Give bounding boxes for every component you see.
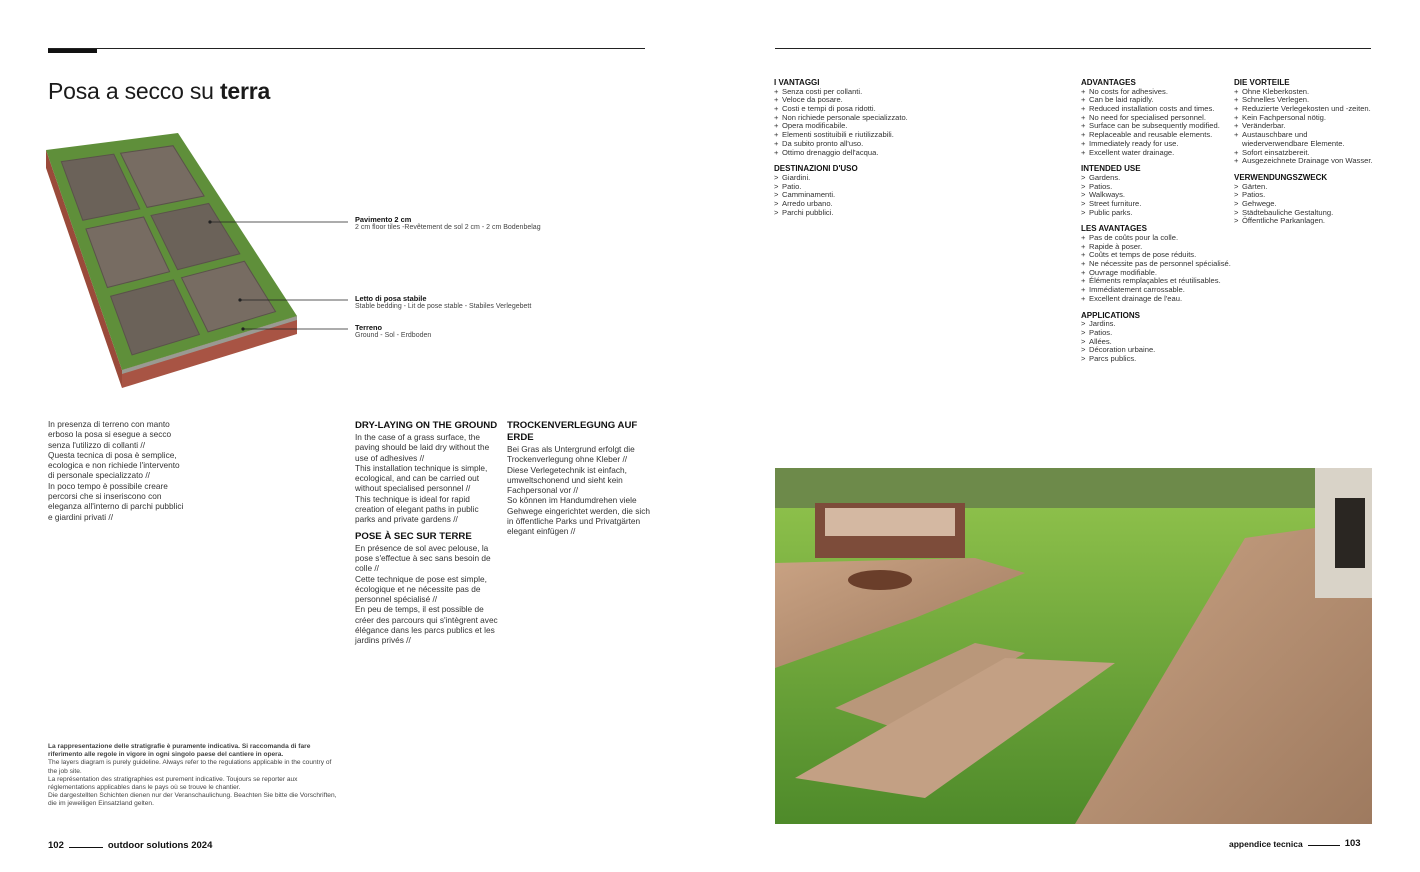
list-item: > Patios. [1081, 327, 1113, 337]
text-line: pose s'effectue à sec sans besoin de [355, 552, 491, 563]
page-number: 103 [1344, 838, 1361, 849]
section-heading: LES AVANTAGES [1081, 224, 1147, 234]
german-column [1234, 78, 1374, 226]
german-text [507, 444, 652, 537]
footer-left [48, 840, 212, 851]
section-heading: ADVANTAGES [1081, 78, 1136, 87]
list-item: + Éléments remplaçables et réutilisables. [1081, 276, 1221, 286]
list-item: + Reduced installation costs and times. [1081, 104, 1215, 113]
section-heading: INTENDED USE [1081, 164, 1141, 174]
text-line: eleganza all'interno di parchi pubblici [48, 501, 184, 512]
text-line: In poco tempo è possibile creare [48, 480, 168, 491]
list-item: > Camminamenti. [774, 190, 836, 200]
text-line: écologique et ne nécessite pas de [355, 583, 481, 594]
list-item: > Gehwege. [1234, 198, 1277, 208]
header-rule-right [775, 48, 1371, 49]
text-line: creation of elegant paths in public [355, 504, 479, 515]
text-line: elegant einfügen // [507, 526, 576, 537]
list-item: + No costs for adhesives. [1081, 86, 1168, 96]
list-item: > Street furniture. [1081, 198, 1142, 208]
list-item: + Ouvrage modifiable. [1081, 267, 1157, 277]
list-item: > Décoration urbaine. [1081, 345, 1156, 355]
product-photo [775, 468, 1372, 824]
leader-dot [238, 298, 241, 301]
footer-title: appendice tecnica [1229, 838, 1303, 849]
list-item: + Pas de coûts pour la colle. [1081, 232, 1179, 242]
list-item: + Schnelles Verlegen. [1234, 95, 1310, 105]
list-item: + Veloce da posare. [774, 95, 843, 105]
list-item: + Sofort einsatzbereit. [1234, 147, 1310, 157]
list-item: > Giardini. [774, 172, 811, 182]
text-line: En présence de sol avec pelouse, la [355, 542, 489, 553]
list-item: + Replaceable and reusable elements. [1081, 130, 1213, 140]
footer-rule [1308, 845, 1340, 846]
text-line: erboso la posa si esegue a secco [48, 429, 172, 440]
text-line: e giardini privati // [48, 511, 114, 522]
list-item: + Ottimo drenaggio dell'acqua. [774, 147, 879, 157]
text-line: réglementations applicables dans le pays où se trouve le chantier. [48, 784, 241, 792]
text-line: use of adhesives // [355, 452, 425, 463]
text-line: In the case of a grass surface, the [355, 432, 480, 442]
list-item: + Immediately ready for use. [1081, 138, 1179, 148]
list-item: + Veränderbar. [1234, 121, 1286, 131]
text-line: Diese Verlegetechnik ist einfach, [507, 464, 627, 475]
list-item: + Rapide à poser. [1081, 241, 1143, 251]
list-item: > Patios. [1081, 181, 1113, 191]
list-item: > Öffentliche Parkanlagen. [1234, 216, 1326, 226]
list-item: + Coûts et temps de pose réduits. [1081, 250, 1197, 260]
list-item: > Patio. [774, 181, 802, 191]
text-line: Questa tecnica di posa è semplice, [48, 449, 177, 460]
text-line: This technique is ideal for rapid [355, 493, 470, 504]
english-section [355, 420, 500, 646]
text-line: without specialised personnel // [355, 483, 471, 494]
text-line: Cette technique de pose est simple, [355, 573, 487, 584]
list-item: + Austauschbare und wiederverwendbare Elemente. [1234, 130, 1345, 148]
leader-dot [241, 327, 244, 330]
text-line: The layers diagram is purely guideline. Always refer to the regulations applicable in the country of [48, 759, 332, 767]
text-line: In presenza di terreno con manto [48, 419, 170, 429]
text-line: umweltschonend und sieht kein [507, 474, 623, 485]
list-item: + Elementi sostituibili e riutilizzabili. [774, 130, 894, 140]
text-line: créer des parcours qui s'intègrent avec [355, 614, 498, 625]
german-heading: TROCKENVERLEGUNG AUF ERDE [507, 420, 638, 443]
list-item: + Costi e tempi di posa ridotti. [774, 104, 876, 113]
text-line: senza l'utilizzo di collanti // [48, 439, 146, 450]
list-item: > Gardens. [1081, 172, 1121, 182]
list-item: + Immédiatement carrossable. [1081, 285, 1185, 295]
english-text [355, 432, 500, 525]
page-title: Posa a secco su terra [48, 78, 271, 104]
english-heading: DRY-LAYING ON THE GROUND [355, 420, 498, 431]
list-item: > Allées. [1081, 336, 1112, 346]
english-french-column [1081, 78, 1231, 364]
list-item: + Senza costi per collanti. [774, 86, 863, 96]
list-item: + Excellent drainage de l'eau. [1081, 293, 1183, 303]
disclaimer [48, 743, 348, 809]
text-line: riferimento alle regole in vigore in ogni singolo paese del cantiere in opera. [48, 751, 284, 759]
list-item: > Parcs publics. [1081, 353, 1137, 363]
list-item: + Ausgezeichnete Drainage von Wasser. [1234, 156, 1373, 166]
section-heading: APPLICATIONS [1081, 310, 1140, 320]
french-text [355, 543, 500, 646]
text-line: élégance dans les parcs publics et les [355, 625, 495, 636]
section-heading: DIE VORTEILE [1234, 78, 1290, 87]
text-line: ecologica e non richiede l'intervento [48, 460, 180, 471]
list-item: + Reduzierte Verlegekosten und -zeiten. [1234, 104, 1371, 113]
text-line: So können im Handumdrehen viele [507, 495, 637, 506]
list-item: > Arredo urbano. [774, 198, 833, 208]
text-line: En peu de temps, il est possible de [355, 604, 484, 615]
list-item: + Non richiede personale specializzato. [774, 112, 908, 122]
page-number: 102 [48, 840, 64, 851]
text-line: Fachpersonal vor // [507, 485, 579, 496]
text-line: ecological, and can be carried out [355, 473, 480, 484]
list-item: + Excellent water drainage. [1081, 147, 1175, 157]
text-line: jardins privés // [355, 635, 411, 646]
footer-rule [69, 847, 103, 848]
italian-column [774, 78, 934, 217]
german-section [507, 420, 652, 537]
layers-diagram [0, 0, 360, 400]
text-line: La représentation des stratigraphies est purement indicative. Toujours se reporter aux [48, 775, 298, 783]
list-item: + Surface can be subsequently modified. [1081, 121, 1220, 131]
label-floor-tiles: Pavimento 2 cm 2 cm floor tiles -Revêtement de sol 2 cm - 2 cm Bodenbelag [355, 215, 541, 231]
text-line: This installation technique is simple, [355, 462, 488, 473]
text-line: personnel spécialisé // [355, 594, 438, 605]
text-line: di personale specializzato // [48, 470, 150, 481]
list-item: + Da subito pronto all'uso. [774, 138, 864, 148]
list-item: > Walkways. [1081, 190, 1126, 200]
italian-description [48, 419, 208, 522]
text-line: Trockenverlegung ohne Kleber // [507, 454, 628, 465]
text-line: Bei Gras als Untergrund erfolgt die [507, 444, 635, 454]
section-heading: VERWENDUNGSZWECK [1234, 172, 1328, 182]
list-item: > Städtebauliche Gestaltung. [1234, 207, 1334, 217]
leader-dot [208, 220, 211, 223]
text-line: parks and private gardens // [355, 514, 458, 525]
list-item: + Ne nécessite pas de personnel spécialisé. [1081, 259, 1231, 269]
text-line: percorsi che si inseriscono con [48, 491, 162, 502]
list-item: + Ohne Kleberkosten. [1234, 86, 1310, 96]
list-item: > Public parks. [1081, 207, 1133, 217]
list-item: > Patios. [1234, 190, 1266, 200]
label-ground: Terreno Ground - Sol - Erdboden [355, 323, 432, 339]
footer-right [1229, 838, 1361, 849]
text-line: La rappresentazione delle stratigrafie è puramente indicativa. Si raccomanda di fare [48, 743, 311, 750]
text-line: Gehwege eingerichtet werden, die sich [507, 505, 650, 516]
text-line: Die dargestellten Schichten dienen nur der Veranschaulichung. Beachten Sie bitte die Vorschriften, [48, 792, 337, 800]
list-item: + Opera modificabile. [774, 121, 848, 131]
section-heading: DESTINAZIONI D'USO [774, 164, 858, 174]
text-line: in öffentliche Parks und Privatgärten [507, 516, 641, 527]
list-item: + Can be laid rapidly. [1081, 95, 1154, 105]
list-item: > Gärten. [1234, 181, 1268, 191]
section-heading: I VANTAGGI [774, 78, 820, 87]
label-bedding: Letto di posa stabile Stable bedding - Lit de pose stable - Stabiles Verlegebett [355, 294, 532, 310]
french-heading: POSE À SEC SUR TERRE [355, 530, 472, 542]
text-line: paving should be laid dry without the [355, 442, 490, 453]
list-item: > Jardins. [1081, 319, 1116, 329]
text-line: colle // [355, 563, 379, 574]
list-item: + No need for specialised personnel. [1081, 112, 1206, 122]
list-item: > Parchi pubblici. [774, 207, 834, 217]
text-line: die im jeweiligen Einsatzland gelten. [48, 800, 154, 808]
footer-title: outdoor solutions 2024 [107, 840, 213, 851]
list-item: + Kein Fachpersonal nötig. [1234, 112, 1327, 122]
text-line: the job site. [48, 767, 82, 775]
